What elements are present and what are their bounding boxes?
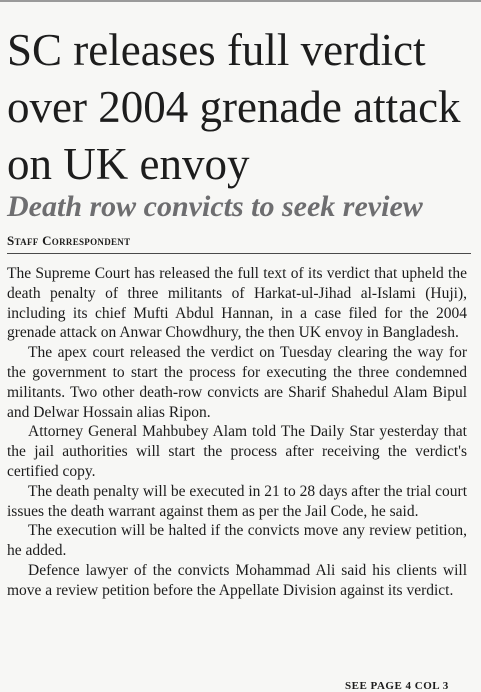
article-paragraph: The execution will be halted if the convicts move any review petition, he added. [7,522,467,560]
article-headline: SC releases full verdict over 2004 grenade attack on UK envoy [7,25,461,189]
article-subheadline: Death row convicts to seek review [7,190,423,223]
article-body [7,264,467,601]
top-border-rule [0,0,481,2]
article-byline: Staff Correspondent [7,233,131,248]
continuation-jump-line: SEE PAGE 4 COL 3 [345,680,449,692]
article-paragraph: Defence lawyer of the convicts Mohammad Ali said his clients will move a review petition before the Appellate Division against its verdict. [7,561,467,599]
byline-divider [7,253,471,254]
article-paragraph: The apex court released the verdict on Tuesday clearing the way for the government to start the process for executing the three condemned militants. Two other death-row convicts are Sharif Shahedul Alam Bipul and Delwar Hossain alias Ripon. [7,344,467,421]
article-paragraph: The death penalty will be executed in 21 to 28 days after the trial court issues the death warrant against them as per the Jail Code, he said. [7,482,468,520]
article-paragraph: The Supreme Court has released the full text of its verdict that upheld the death penalty of three militants of Harkat-ul-Jihad al-Islami (Huji), including its chief Mufti Abdul Hannan, in a case filed for the 2004 grenade attack on Anwar Chowdhury, the then UK envoy in Bangladesh. [7,265,467,342]
article-paragraph: Attorney General Mahbubey Alam told The Daily Star yesterday that the jail authorities will start the process after receiving the verdict's certified copy. [7,423,467,480]
